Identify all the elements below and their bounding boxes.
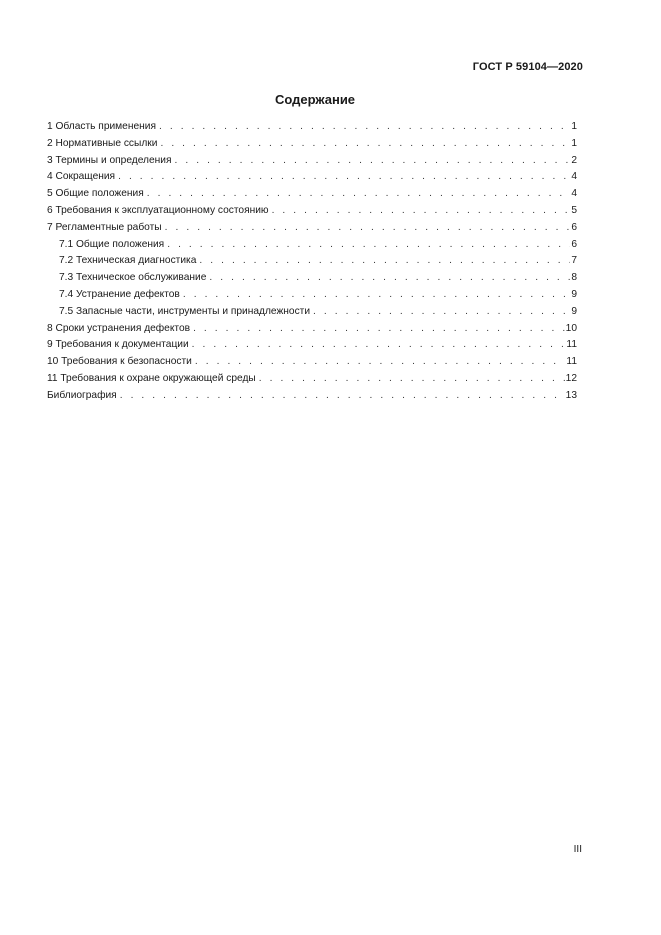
toc-entry-label: 7.2 Техническая диагностика xyxy=(59,255,197,267)
toc-entry-label: 7 Регламентные работы xyxy=(47,221,162,233)
toc-entry[interactable] xyxy=(47,119,577,136)
toc-entry-label: 7.4 Устранение дефектов xyxy=(59,288,180,300)
dot-leader xyxy=(259,371,565,388)
toc-entry-page: 6 xyxy=(571,221,577,233)
dot-leader xyxy=(160,136,570,153)
toc-entry-label: 8 Сроки устранения дефектов xyxy=(47,322,191,334)
toc-entry-label: 6 Требования к эксплуатационному состоянию xyxy=(47,204,269,216)
toc-subentry[interactable] xyxy=(47,253,577,270)
dot-leader xyxy=(183,287,570,304)
toc-entry-page: 8 xyxy=(571,272,577,284)
dot-leader xyxy=(272,203,571,220)
toc-subentry[interactable] xyxy=(47,304,577,321)
dot-leader xyxy=(209,270,570,287)
page-number: III xyxy=(573,844,582,855)
toc-entry-page: 11 xyxy=(566,356,577,368)
toc-entry-page: 7 xyxy=(571,255,577,267)
toc-entry-page: 10 xyxy=(565,322,577,334)
dot-leader xyxy=(193,321,565,338)
toc-entry[interactable] xyxy=(47,371,577,388)
dot-leader xyxy=(167,237,570,254)
toc-entry-label: 5 Общие положения xyxy=(47,188,144,200)
dot-leader xyxy=(159,119,570,136)
toc-entry-page: 4 xyxy=(571,188,577,200)
toc-entry[interactable] xyxy=(47,220,577,237)
toc-entry-page: 1 xyxy=(571,121,577,132)
dot-leader xyxy=(195,354,566,371)
toc-entry-page: 13 xyxy=(565,389,577,401)
toc-entry[interactable] xyxy=(47,337,577,354)
toc-entry-label: Библиография xyxy=(47,389,117,401)
toc-entry[interactable] xyxy=(47,136,577,153)
document-code: ГОСТ Р 59104—2020 xyxy=(472,61,583,73)
toc-entry[interactable] xyxy=(47,186,577,203)
toc-entry[interactable] xyxy=(47,169,577,186)
toc-entry[interactable] xyxy=(47,354,577,371)
toc-entry-label: 10 Требования к безопасности xyxy=(47,356,192,368)
dot-leader xyxy=(192,337,566,354)
toc-entry-page: 9 xyxy=(571,288,577,300)
toc-entry-page: 5 xyxy=(571,204,577,216)
toc-entry-label: 2 Нормативные ссылки xyxy=(47,137,158,149)
toc-subentry[interactable] xyxy=(47,270,577,287)
dot-leader xyxy=(120,388,565,405)
toc-entry[interactable] xyxy=(47,153,577,170)
toc-entry-page: 4 xyxy=(571,171,577,183)
dot-leader xyxy=(165,220,571,237)
toc-entry-label: 7.3 Техническое обслуживание xyxy=(59,272,207,284)
dot-leader xyxy=(118,169,570,186)
toc-entry-page: 9 xyxy=(571,305,577,317)
dot-leader xyxy=(174,153,570,170)
toc-subentry[interactable] xyxy=(47,287,577,304)
table-of-contents xyxy=(47,119,577,405)
toc-subentry[interactable] xyxy=(47,237,577,254)
toc-title: Содержание xyxy=(274,92,356,107)
toc-entry-page: 11 xyxy=(566,339,577,351)
toc-entry-page: 6 xyxy=(571,238,577,250)
toc-entry-label: 7.1 Общие положения xyxy=(59,238,165,250)
toc-entry-page: 1 xyxy=(571,137,577,149)
toc-entry-label: 3 Термины и определения xyxy=(47,154,172,166)
toc-entry-page: 12 xyxy=(565,372,577,384)
toc-entry[interactable] xyxy=(47,203,577,220)
toc-entry-label: 7.5 Запасные части, инструменты и принадлежности xyxy=(59,305,311,317)
toc-entry[interactable] xyxy=(47,388,577,405)
toc-entry-label: 4 Сокращения xyxy=(47,171,116,183)
toc-entry[interactable] xyxy=(47,321,577,338)
toc-entry-label: 9 Требования к документации xyxy=(47,339,189,351)
toc-entry-page: 2 xyxy=(571,154,577,166)
dot-leader xyxy=(199,253,570,270)
dot-leader xyxy=(147,186,571,203)
dot-leader xyxy=(313,304,570,321)
toc-entry-label: 11 Требования к охране окружающей среды xyxy=(47,372,256,384)
toc-entry-label: 1 Область применения xyxy=(47,121,156,132)
